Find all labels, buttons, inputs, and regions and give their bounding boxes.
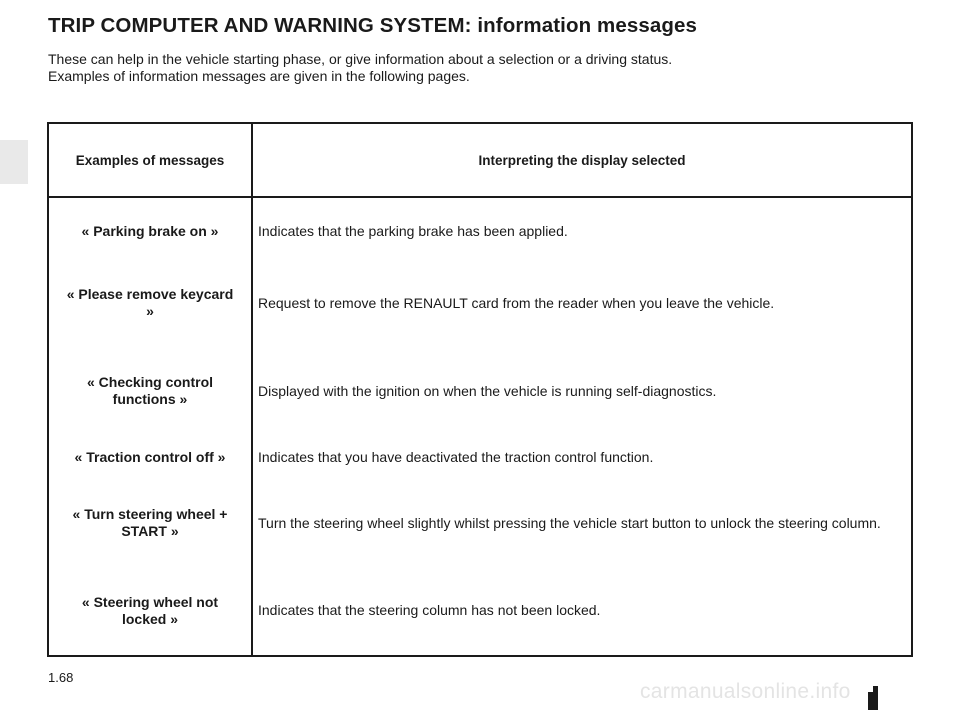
header-examples-of-messages: Examples of messages <box>49 124 252 197</box>
message-cell: « Parking brake on » <box>49 197 252 259</box>
interpretation-cell: Indicates that you have deactivated the traction control function. <box>258 448 654 465</box>
table-row <box>49 435 911 479</box>
header-interpreting-display: Interpreting the display selected <box>252 124 911 197</box>
interpretation-cell: Indicates that the steering column has not been locked. <box>258 602 601 619</box>
interpretation-cell: Displayed with the ignition on when the vehicle is running self-diagnostics. <box>258 382 717 399</box>
page-title: TRIP COMPUTER AND WARNING SYSTEM: information messages <box>48 14 697 37</box>
interpretation-cell: Request to remove the RENAULT card from the reader when you leave the vehicle. <box>258 294 775 311</box>
table-row <box>49 479 911 567</box>
message-cell: « Traction control off » <box>49 435 252 479</box>
intro-line-1: These can help in the vehicle starting phase, or give information about a selection or a driving status. <box>48 51 673 67</box>
messages-table <box>47 122 913 657</box>
page-corner-mark <box>868 686 878 710</box>
intro-text <box>48 51 908 85</box>
table-row <box>49 567 911 655</box>
table-row <box>49 197 911 259</box>
table-header-row <box>49 124 911 197</box>
table-row <box>49 347 911 435</box>
intro-line-2: Examples of information messages are given in the following pages. <box>48 68 470 84</box>
table-row <box>49 259 911 347</box>
message-cell: « Checking control functions » <box>49 347 252 435</box>
message-cell: « Turn steering wheel + START » <box>49 479 252 567</box>
interpretation-cell: Turn the steering wheel slightly whilst pressing the vehicle start button to unlock the steering column. <box>258 514 881 531</box>
watermark-text: carmanualsonline.info <box>640 680 851 703</box>
page-number: 1.68 <box>48 670 74 685</box>
message-cell: « Please remove keycard » <box>49 259 252 347</box>
chapter-tab-marker <box>0 140 28 184</box>
message-cell: « Steering wheel not locked » <box>49 567 252 655</box>
interpretation-cell: Indicates that the parking brake has been applied. <box>258 223 568 240</box>
